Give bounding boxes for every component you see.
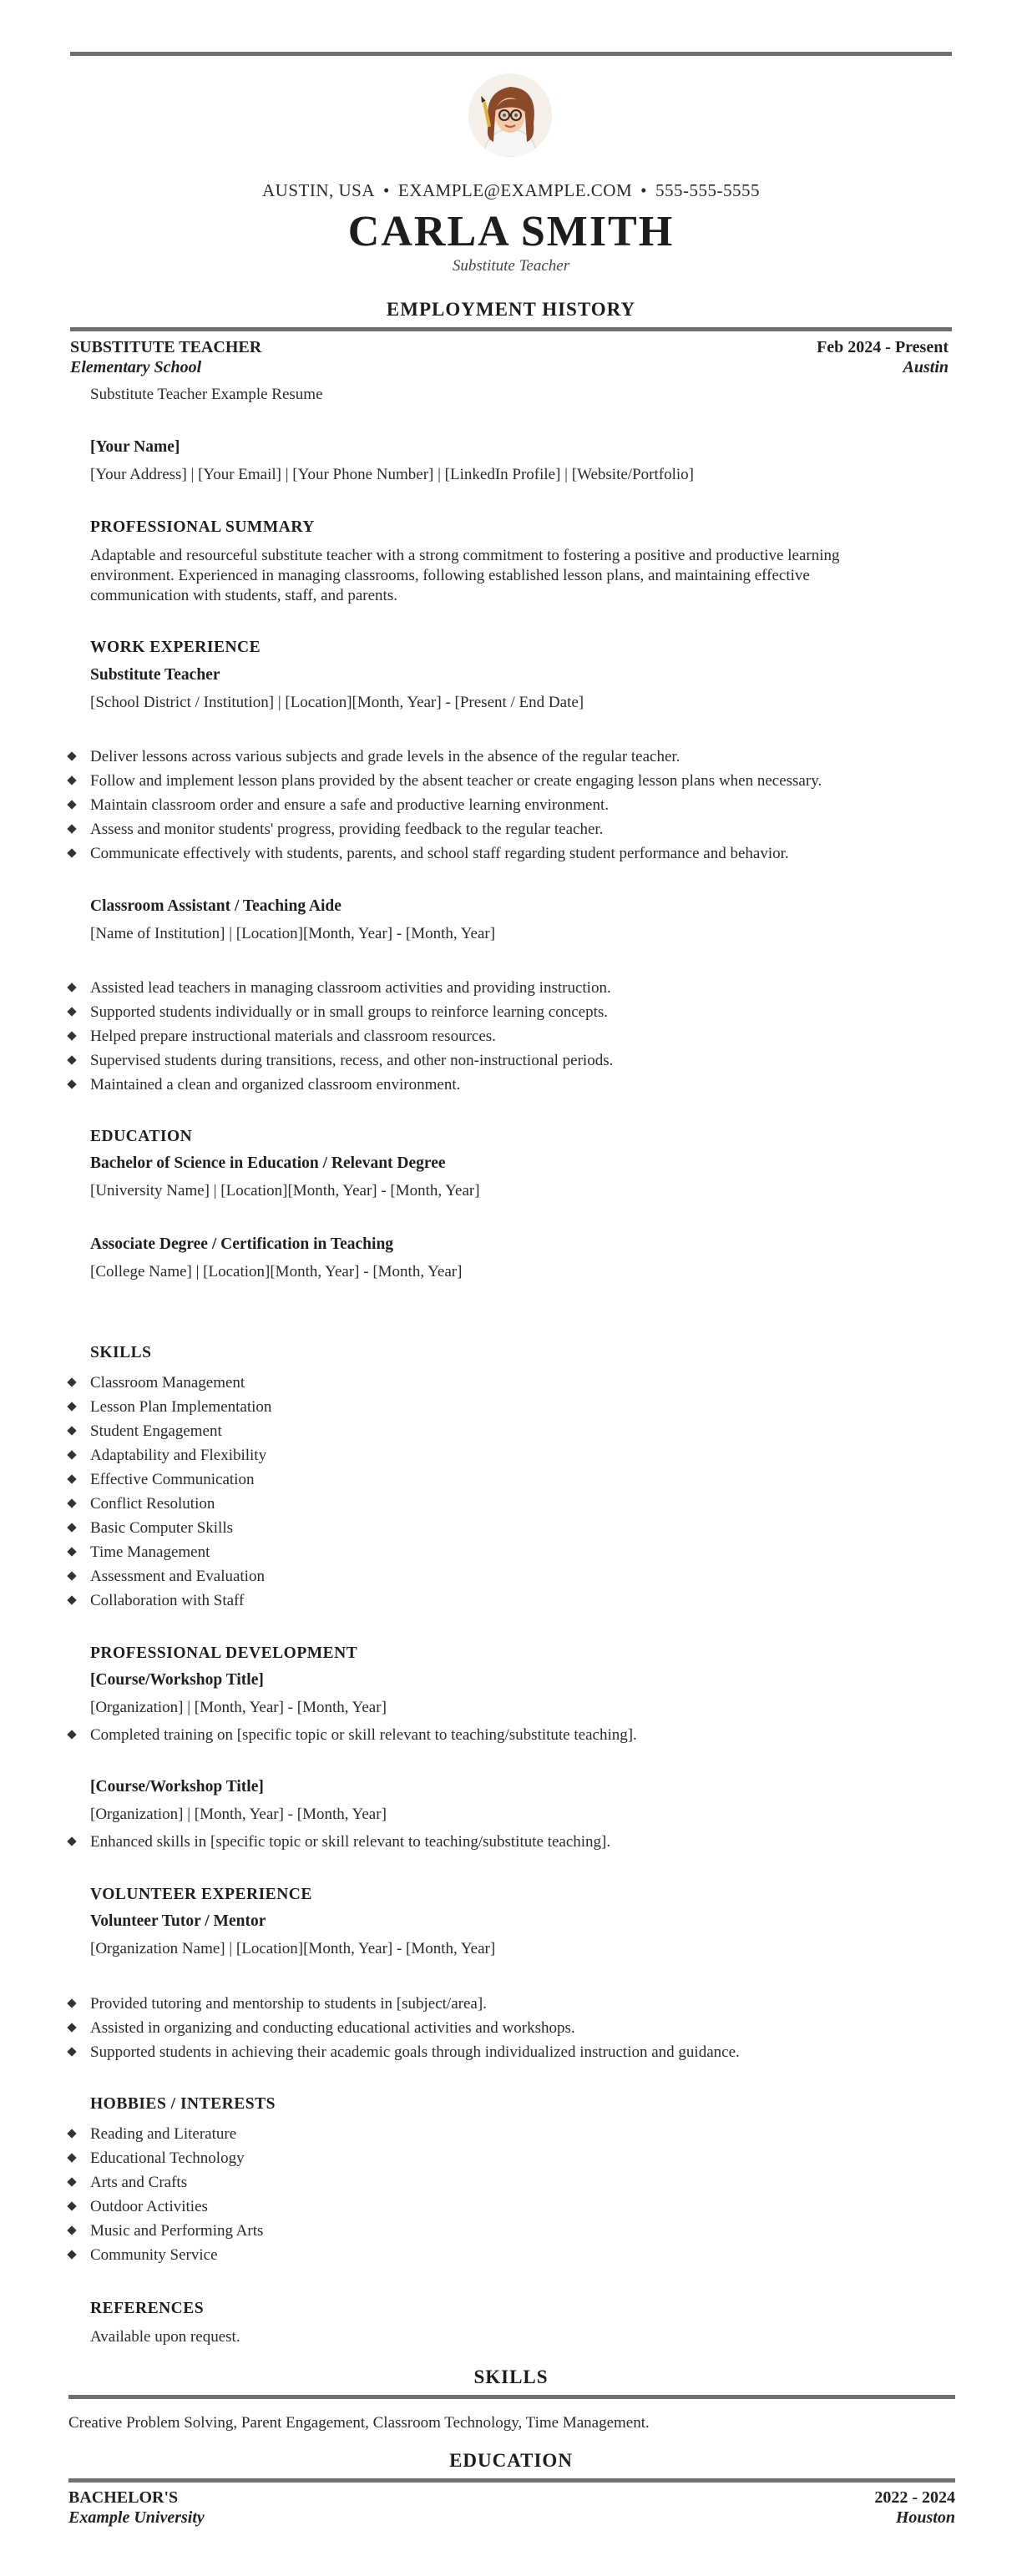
contact-location: AUSTIN, USA [262,180,376,200]
summary-line: Adaptable and resourceful substitute teacher with a strong commitment to fostering a positive and productive learning [90,547,840,564]
summary-line: communication with students, staff, and parents. [90,587,397,604]
intro-text: Substitute Teacher Example Resume [90,386,323,403]
bullet-icon [67,751,76,760]
contact-placeholders: [Your Address] | [Your Email] | [Your Phone Number] | [LinkedIn Profile] | [Website/Portfolio] [90,466,694,483]
edu2-title: Associate Degree / Certification in Teaching [90,1235,394,1253]
bullet-icon [67,2250,76,2259]
bullet-icon [67,1498,76,1508]
work2-meta: [Name of Institution] | [Location][Month, Year] - [Month, Year] [90,925,496,942]
bullet-icon [67,848,76,857]
bullet-icon [67,2201,76,2210]
section-rule [68,2478,955,2483]
bullet-icon [67,2177,76,2186]
summary-paragraph [90,546,950,606]
heading-education: EDUCATION [90,1128,193,1145]
section-rule [68,2395,955,2399]
bullet-icon [67,1595,76,1604]
vol-meta: [Organization Name] | [Location][Month, Year] - [Month, Year] [90,1940,496,1957]
heading-hobbies: HOBBIES / INTERESTS [90,2095,276,2113]
bullet-icon [67,2129,76,2138]
edu1-title: Bachelor of Science in Education / Relevant Degree [90,1154,446,1172]
bullet-icon [67,1450,76,1459]
bullet-icon [67,1998,76,2008]
references-text: Available upon request. [90,2328,240,2346]
work2-title: Classroom Assistant / Teaching Aide [90,897,342,915]
heading-work-experience: WORK EXPERIENCE [90,639,261,656]
bullet-icon [67,1571,76,1580]
heading-professional-summary: PROFESSIONAL SUMMARY [90,518,315,536]
bullet-icon [67,1402,76,1411]
bullet-icon [67,1730,76,1739]
section-title-employment: EMPLOYMENT HISTORY [386,299,636,320]
candidate-name: CARLA SMITH [347,208,675,255]
edu2-meta: [College Name] | [Location][Month, Year] - [Month, Year] [90,1263,463,1280]
candidate-role: Substitute Teacher [452,257,570,275]
bullet-icon [67,824,76,833]
bullet-icon [67,1031,76,1040]
bullet-icon [67,1547,76,1556]
heading-professional-development: PROFESSIONAL DEVELOPMENT [90,1644,358,1662]
bullet-icon [67,1426,76,1435]
edu1-meta: [University Name] | [Location][Month, Year] - [Month, Year] [90,1182,480,1200]
bullet-icon [67,1523,76,1532]
bullet-icon [67,2225,76,2235]
job-employer: Elementary School [70,358,202,376]
separator-dot: • [640,180,647,200]
bullet-icon [67,2047,76,2056]
avatar [468,73,552,157]
heading-references: REFERENCES [90,2300,205,2317]
bullet-icon [67,1474,76,1483]
your-name-placeholder: [Your Name] [90,438,180,456]
bullet-icon [67,1836,76,1846]
bullet-icon [67,1377,76,1386]
contact-email[interactable]: EXAMPLE@EXAMPLE.COM [397,180,633,200]
separator-dot: • [383,180,390,200]
pd2-title: [Course/Workshop Title] [90,1778,264,1796]
contact-line [0,180,1022,201]
resume-page: AUSTIN, USA • EXAMPLE@EXAMPLE.COM • 555-555-5555 CARLA SMITH Substitute Teacher EMPLOYMENT HISTORY SUBSTITUTE TEACHER Feb 2024 - Present Elementary School Austin Substitute Teacher Example Resume [Your Name] [Your Address] | [Your Email] | [Your Phone Number] | [LinkedIn Profile] | [Website/Portfolio] PROFESSIONAL SUMMARY Adaptable and resourceful substitute teacher with a strong commitment to fostering a positive and productive learning environment. Experienced in managing classrooms, following established lesson plans, and maintaining effective communication with students, staff, and parents. WORK EXPERIENCE Substitute Teacher [School District / Institution] | [Location][Month, Year] - [Present / End Date] Deliver lessons across various subjects and grade levels in the absence of the regular teacher. Follow and implement lesson plans provided by the absent teacher or create engaging lesson plans when necessary. Maintain classroom order and ensure a safe and productive learning environment. Assess and monitor students' progress, providing feedback to the regular teacher. Communicate effectively with students, parents, and school staff regarding student performance and behavior. Classroom Assistant / Teaching Aide [Name of Institution] | [Location][Month, Year] - [Month, Year] Assisted lead teachers in managing classroom activities and providing instruction. Supported students individually or in small groups to reinforce learning concepts. Helped prepare instructional materials and classroom resources. Supervised students during transitions, recess, and other non-instructional periods. Maintained a clean and organized classroom environment. EDUCATION Bachelor of Science in Education / Relevant Degree [University Name] | [Location][Month, Year] - [Month, Year] Associate Degree / Certification in Teaching [College Name] | [Location][Month, Year] - [Month, Year] SKILLS Classroom Management Lesson Plan Implementation Student Engagement Adaptability and Flexibility Effective Communication Conflict Resolution Basic Computer Skills Time Management Assessment and Evaluation Collaboration with Staff PROFESSIONAL DEVELOPMENT [Course/Workshop Title] [Organization] | [Month, Year] - [Month, Year] Completed training on [specific topic or skill relevant to teaching/substitute teaching]. [Course/Workshop Title] [Organization] | [Month, Year] - [Month, Year] Enhanced skills in [specific topic or skill relevant to teaching/substitute teaching]. VOLUNTEER EXPERIENCE Volunteer Tutor / Mentor [Organization Name] | [Location][Month, Year] - [Month, Year] Provided tutoring and mentorship to students in [subject/area]. Assisted in organizing and conducting educational activities and workshops. Supported students in achieving their academic goals through individualized instruction and guidance. HOBBIES / INTERESTS Reading and Literature Educational Technology Arts and Crafts Outdoor Activities Music and Performing Arts Community Service REFERENCES Available upon request. SKILLS Creative Problem Solving, Parent Engagement, Classroom Technology, Time Management. EDUCATION BACHELOR'S 2022 - 2024 Example University Houston [0,0,1022,2576]
bullet-icon [67,2023,76,2032]
bullet-icon [67,2153,76,2162]
pd1-title: [Course/Workshop Title] [90,1671,264,1689]
skills-summary: Creative Problem Solving, Parent Engagement, Classroom Technology, Time Management. [68,2414,650,2432]
bullet-icon [67,982,76,992]
work1-meta: [School District / Institution] | [Location][Month, Year] - [Present / End Date] [90,694,584,711]
heading-skills: SKILLS [90,1344,152,1361]
section-title-skills: SKILLS [473,2366,549,2387]
pd1-meta: [Organization] | [Month, Year] - [Month, Year] [90,1699,387,1716]
pd2-meta: [Organization] | [Month, Year] - [Month, Year] [90,1806,387,1823]
vol-title: Volunteer Tutor / Mentor [90,1912,266,1930]
section-rule [70,327,952,331]
bullet-icon [67,800,76,809]
job-city: Austin [903,358,949,376]
degree-school: Example University [68,2508,205,2527]
top-rule [70,52,952,56]
section-title-education: EDUCATION [449,2450,573,2471]
bullet-icon [67,1079,76,1088]
bullet-icon [67,1007,76,1016]
avatar-illustration [468,73,552,157]
bullet-icon [67,1055,76,1064]
degree-title: BACHELOR'S [68,2488,179,2507]
work1-title: Substitute Teacher [90,666,220,684]
job-title: SUBSTITUTE TEACHER [70,338,262,356]
job-dates: Feb 2024 - Present [817,338,949,356]
contact-phone[interactable]: 555-555-5555 [655,180,760,200]
summary-line: environment. Experienced in managing classrooms, following established lesson plans, and maintaining effective [90,567,810,584]
bullet-icon [67,775,76,785]
heading-volunteer-experience: VOLUNTEER EXPERIENCE [90,1886,312,1903]
degree-dates: 2022 - 2024 [874,2488,955,2507]
degree-city: Houston [895,2508,955,2527]
